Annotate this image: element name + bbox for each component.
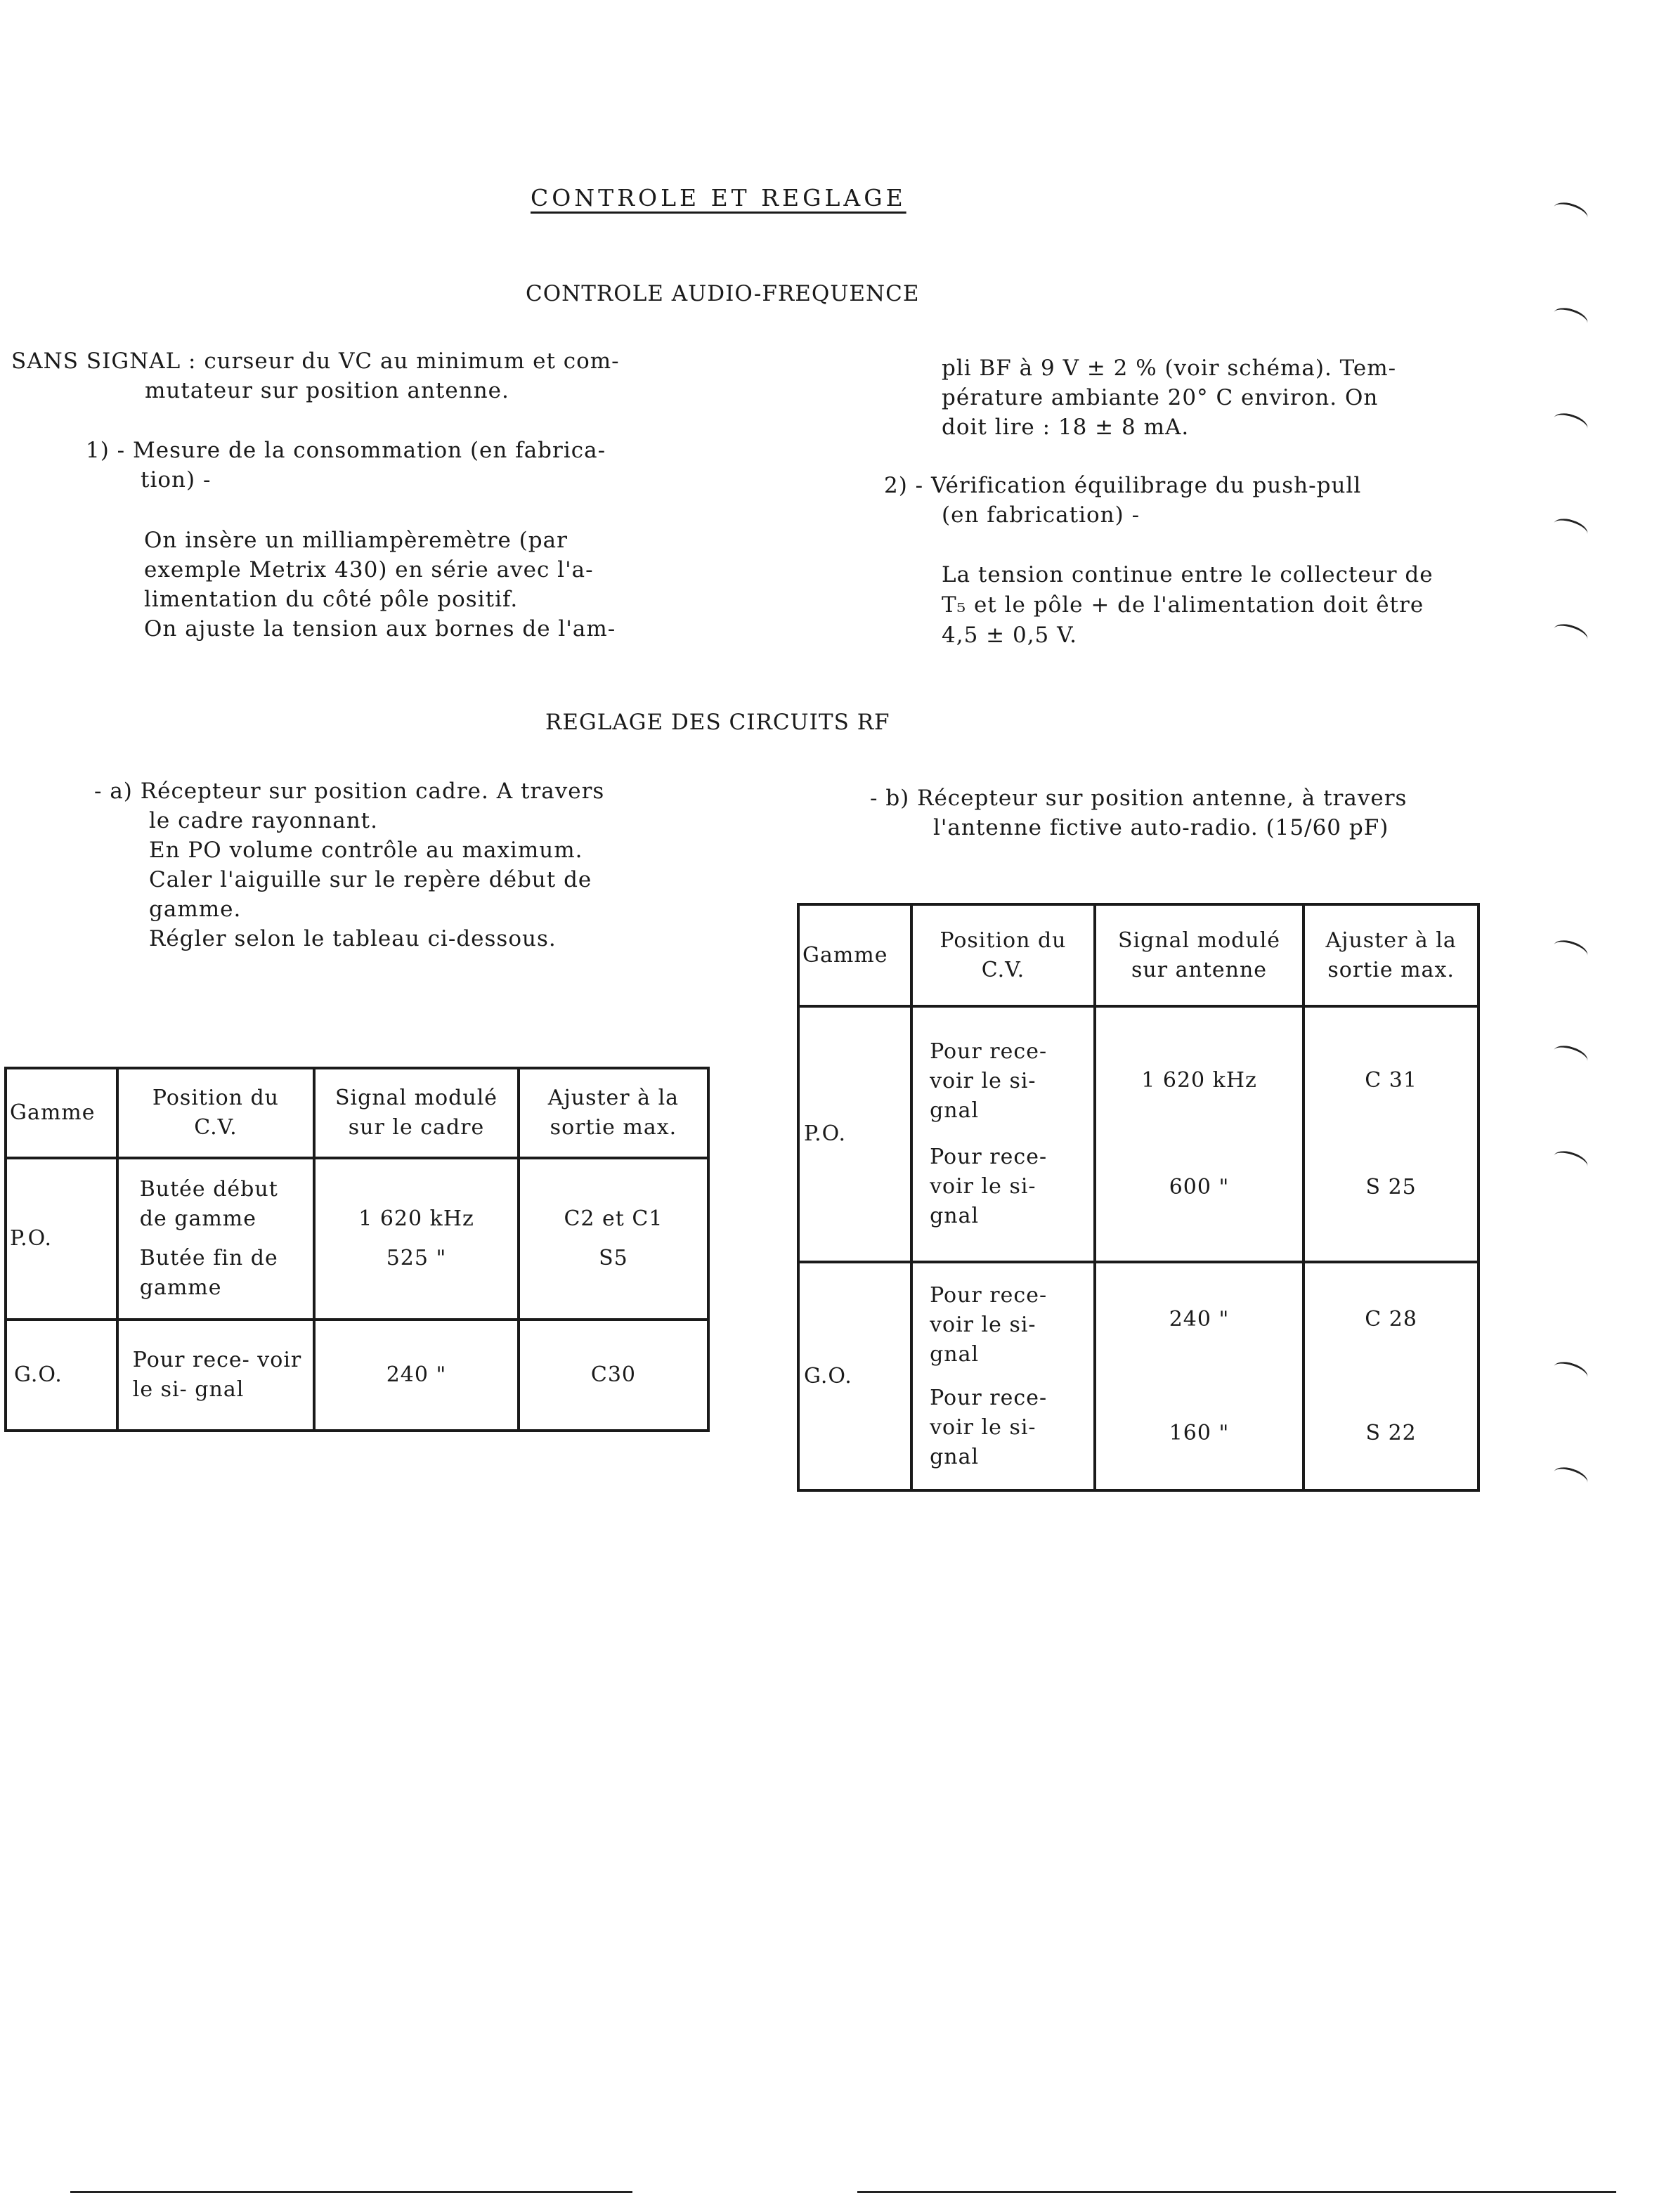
binder-mark xyxy=(1551,304,1590,332)
item1-body-4: On ajuste la tension aux bornes de l'am- xyxy=(144,616,616,642)
part-a-line-4: Caler l'aiguille sur le repère début de xyxy=(149,867,592,892)
table-row xyxy=(6,1158,708,1320)
item2-heading-2: (en fabrication) - xyxy=(942,502,1140,528)
table-b xyxy=(797,903,1480,1492)
part-b-line-2: l'antenne fictive auto-radio. (15/60 pF) xyxy=(933,815,1389,840)
part-b-line-1: - b) Récepteur sur position antenne, à travers xyxy=(870,786,1408,811)
cell-gamme: G.O. xyxy=(6,1320,117,1431)
table-row xyxy=(6,1068,708,1158)
binder-mark xyxy=(1551,620,1590,648)
page-title: CONTROLE ET REGLAGE xyxy=(531,184,906,212)
binder-mark xyxy=(1551,1042,1590,1069)
sans-signal-line-1: SANS SIGNAL : curseur du VC au minimum et com- xyxy=(11,349,620,374)
table-row xyxy=(6,1320,708,1431)
table-a xyxy=(4,1067,710,1432)
part-a-line-3: En PO volume contrôle au maximum. xyxy=(149,838,583,863)
cell-gamme: P.O. xyxy=(6,1158,117,1320)
table-row xyxy=(798,904,1478,1006)
cell-ajuster: C 28 S 22 xyxy=(1304,1262,1478,1490)
cell-signal: 240 " xyxy=(314,1320,519,1431)
item2-body-3: 4,5 ± 0,5 V. xyxy=(942,623,1077,648)
cell-gamme: G.O. xyxy=(798,1262,911,1490)
cell-position: Pour rece- voir le si- gnal Pour rece- voir le si- gnal xyxy=(911,1262,1095,1490)
part-a-line-6: Régler selon le tableau ci-dessous. xyxy=(149,926,557,951)
cell-position: Pour rece- voir le si- gnal xyxy=(117,1320,314,1431)
item1-body-1: On insère un milliampèremètre (par xyxy=(144,528,568,553)
binder-mark xyxy=(1551,515,1590,542)
footer-line xyxy=(70,2191,632,2193)
binder-mark xyxy=(1551,1147,1590,1175)
item2-heading-1: 2) - Vérification équilibrage du push-pull xyxy=(884,473,1362,498)
binder-mark xyxy=(1551,1358,1590,1386)
cell-position: Butée début de gamme Butée fin de gamme xyxy=(117,1158,314,1320)
table-row xyxy=(798,1262,1478,1490)
header-position: Position du C.V. xyxy=(911,904,1095,1006)
cell-signal: 1 620 kHz 600 " xyxy=(1095,1006,1304,1262)
item2-body-2: T₅ et le pôle + de l'alimentation doit être xyxy=(942,592,1424,618)
binder-mark xyxy=(1551,410,1590,437)
item1-heading-2: tion) - xyxy=(141,467,212,493)
cell-signal: 1 620 kHz 525 " xyxy=(314,1158,519,1320)
cell-ajuster: C 31 S 25 xyxy=(1304,1006,1478,1262)
header-ajuster: Ajuster à la sortie max. xyxy=(519,1068,708,1158)
header-gamme: Gamme xyxy=(6,1068,117,1158)
cell-signal: 240 " 160 " xyxy=(1095,1262,1304,1490)
table-row xyxy=(798,1006,1478,1262)
item1-heading-1: 1) - Mesure de la consommation (en fabrica- xyxy=(86,438,606,463)
header-gamme: Gamme xyxy=(798,904,911,1006)
binder-mark xyxy=(1551,1464,1590,1491)
header-ajuster: Ajuster à la sortie max. xyxy=(1304,904,1478,1006)
binder-mark xyxy=(1551,937,1590,964)
cell-ajuster: C30 xyxy=(519,1320,708,1431)
header-position: Position du C.V. xyxy=(117,1068,314,1158)
section-rf-title: REGLAGE DES CIRCUITS RF xyxy=(545,710,890,735)
cell-gamme: P.O. xyxy=(798,1006,911,1262)
part-a-line-5: gamme. xyxy=(149,897,242,922)
cell-position: Pour rece- voir le si- gnal Pour rece- voir le si- gnal xyxy=(911,1006,1095,1262)
item1-cont-1: pli BF à 9 V ± 2 % (voir schéma). Tem- xyxy=(942,356,1397,381)
part-a-line-2: le cadre rayonnant. xyxy=(149,808,378,833)
item1-cont-3: doit lire : 18 ± 8 mA. xyxy=(942,415,1190,440)
item1-body-3: limentation du côté pôle positif. xyxy=(144,587,519,612)
part-a-line-1: - a) Récepteur sur position cadre. A travers xyxy=(94,779,605,804)
header-signal: Signal modulé sur le cadre xyxy=(314,1068,519,1158)
item2-body-1: La tension continue entre le collecteur de xyxy=(942,562,1434,587)
section-audio-title: CONTROLE AUDIO-FREQUENCE xyxy=(526,281,920,306)
binder-mark xyxy=(1551,199,1590,226)
footer-line xyxy=(857,2191,1616,2193)
sans-signal-line-2: mutateur sur position antenne. xyxy=(145,378,509,403)
cell-ajuster: C2 et C1 S5 xyxy=(519,1158,708,1320)
item1-cont-2: pérature ambiante 20° C environ. On xyxy=(942,385,1379,410)
header-signal: Signal modulé sur antenne xyxy=(1095,904,1304,1006)
item1-body-2: exemple Metrix 430) en série avec l'a- xyxy=(144,557,594,583)
